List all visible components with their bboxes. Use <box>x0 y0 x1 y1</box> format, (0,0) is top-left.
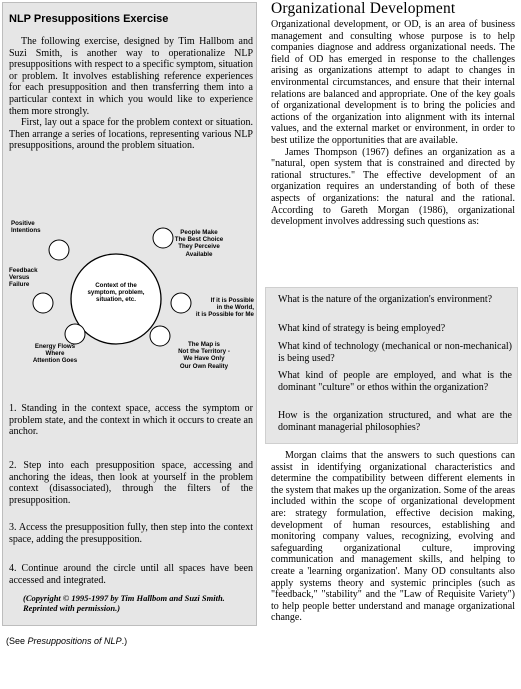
article-body <box>271 19 515 228</box>
closing-paragraph: Morgan claims that the answers to such questions can assist in identifying organizational characteristics and determine the compatibility between different elements in the system that makes up the organization. Some of the areas included within the scope of organizational development are: strategy formulation, effective decision making, development of human resources, establishing and monitoring company values, recognizing, evolving and safeguarding organizational culture, improving communication and management skills, and helping to create a 'learning organization'. Many OD consultants also apply systems theory and systemic principles (such as "feedback," "stability" and the "Law of Requisite Variety") to help people better understand and manage organizational change. <box>271 450 515 624</box>
step-item: 4. Continue around the circle until all spaces have been accessed and integrated. <box>9 563 253 586</box>
step-item: 1. Standing in the context space, access the symptom or problem state, and the context in which it occurs to create an anchor. <box>9 403 253 438</box>
center-label: Context of the symptom, problem, situation, etc. <box>87 282 145 304</box>
intro-paragraph: First, lay out a space for the problem context or situation. Then arrange a series of locations, representing various NLP presuppositions, around the problem situation. <box>9 117 253 152</box>
sidebar-title: NLP Presuppositions Exercise <box>9 13 169 25</box>
copyright-note: (Copyright © 1995-1997 by Tim Hallbom and Suzi Smith. Reprinted with permission.) <box>23 593 225 613</box>
energy-label: Energy Flows Where Attention Goes <box>32 343 78 365</box>
questions-box <box>265 287 518 444</box>
feedback-circle <box>33 293 53 313</box>
step-item: 3. Access the presupposition fully, then step into the context space, adding the presupposition. <box>9 522 253 545</box>
see-also-prefix: (See <box>6 636 28 646</box>
article-paragraph: James Thompson (1967) defines an organization as a "natural, open system that is constrained and directed by rational structures." The effective development of an organization requires an understanding of both of these aspects of organizations: the natural and the rational. According to Gareth Morgan (1986), organizational development involves addressing such questions as: <box>271 146 515 228</box>
people-choice-label: People Make The Best Choice They Perceive Available <box>174 229 224 258</box>
question-item: What kind of people are employed, and what is the dominant "culture" or ethos within the organization? <box>278 370 512 393</box>
positive-intentions-label: Positive Intentions <box>11 220 41 235</box>
step-item: 2. Step into each presupposition space, accessing and anchoring the ideas, then look at yourself in the problem context (disassociated), through the filters of the presupposition. <box>9 460 253 506</box>
article-title: Organizational Development <box>271 0 456 17</box>
article-closing <box>271 450 515 624</box>
see-also-note <box>6 636 127 646</box>
map-territory-label: The Map is Not the Territory - We Have Only Our Own Reality <box>178 341 230 370</box>
see-also-link: Presuppositions of NLP <box>27 636 122 646</box>
exercise-sidebar <box>2 2 257 626</box>
intro-paragraph: The following exercise, designed by Tim Hallbom and Suzi Smith, is another way to operationalize NLP presuppositions with respect to a specific symptom, situation or problem. It involves establishing reference experiences for each presupposition and then transferring them into a particular context in which you would like to experience them more strongly. <box>9 36 253 117</box>
sidebar-intro <box>9 36 253 152</box>
positive-intentions-circle <box>49 240 69 260</box>
article-paragraph: Organizational development, or OD, is an area of business management and consulting whose purpose is to help companies diagnose and address organizational needs. The field of OD has emerged in response to the challenges arising as organizations attempt to adapt to changes in environmental circumstances, and ensure that their internal relations are balanced and appropriate. One of the key goals of organizational development is to bring the policies and actions of the organization into alignment with its internal values, and the external market or environment, in order to best utilize the opportunities that are available. <box>271 19 515 146</box>
see-also-suffix: .) <box>121 636 128 646</box>
question-item: What is the nature of the organization's environment? <box>278 294 493 305</box>
question-item: What kind of technology (mechanical or non-mechanical) is being used? <box>278 341 512 364</box>
question-item: How is the organization structured, and what are the dominant managerial philosophies? <box>278 410 512 433</box>
feedback-label: Feedback Versus Failure <box>9 267 38 289</box>
presuppositions-diagram <box>3 215 258 400</box>
energy-circle <box>65 324 85 344</box>
possible-label: If it is Possible in the World, it is Possible for Me <box>195 297 254 319</box>
question-item: What kind of strategy is being employed? <box>278 323 446 334</box>
